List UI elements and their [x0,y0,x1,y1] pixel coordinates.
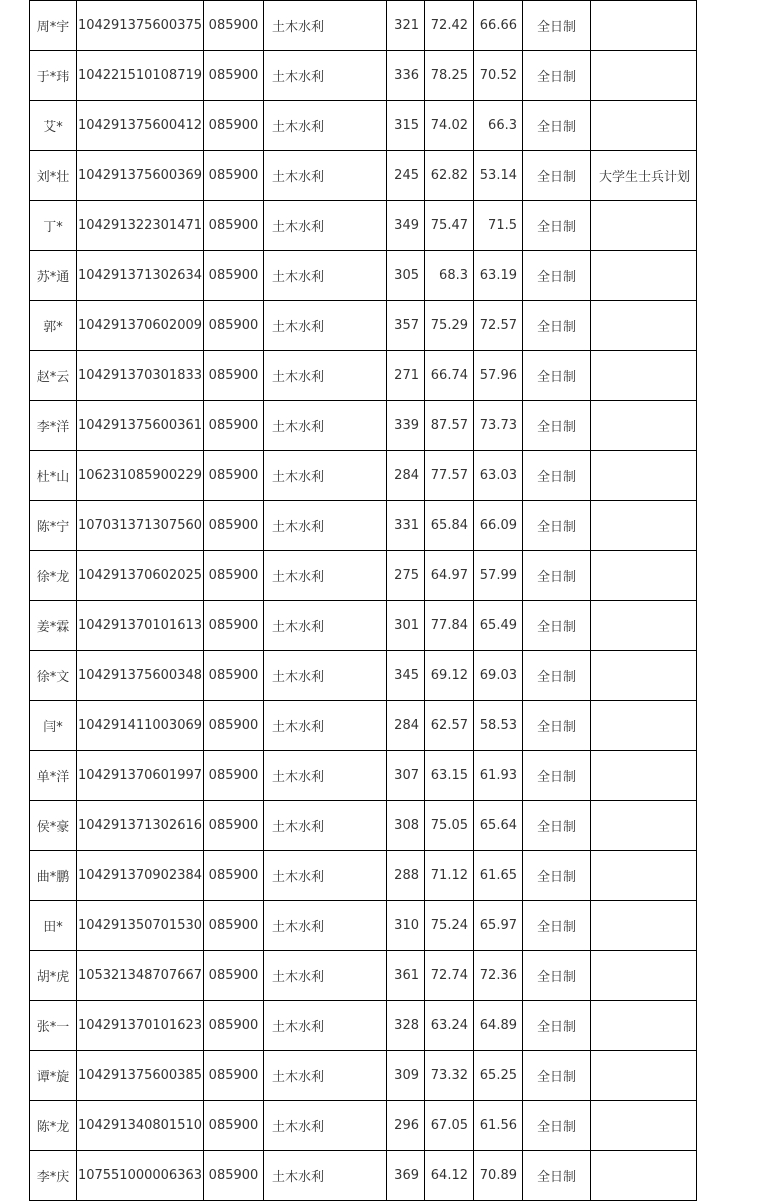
total-score-cell: 66.09 [474,501,523,551]
study-mode-cell: 全日制 [523,751,591,801]
major-code-cell: 085900 [204,751,264,801]
major-code-cell: 085900 [204,1,264,51]
major-code-cell: 085900 [204,101,264,151]
major-name-cell: 土木水利 [264,101,387,151]
student-name-cell: 陈*龙 [30,1101,77,1151]
table-row [30,501,697,551]
note-cell [591,1151,697,1201]
major-name-cell: 土木水利 [264,1101,387,1151]
total-score-cell: 63.19 [474,251,523,301]
exam-id-cell: 104291375600369 [77,151,204,201]
study-mode-cell: 全日制 [523,501,591,551]
initial-score-cell: 331 [387,501,425,551]
major-name-cell: 土木水利 [264,551,387,601]
major-code-cell: 085900 [204,1101,264,1151]
total-score-cell: 65.49 [474,601,523,651]
student-name-cell: 艾* [30,101,77,151]
total-score-cell: 72.57 [474,301,523,351]
total-score-cell: 57.96 [474,351,523,401]
major-code-cell: 085900 [204,701,264,751]
initial-score-cell: 275 [387,551,425,601]
exam-id-cell: 106231085900229 [77,451,204,501]
student-name-cell: 陈*宁 [30,501,77,551]
total-score-cell: 71.5 [474,201,523,251]
student-name-cell: 刘*壮 [30,151,77,201]
major-name-cell: 土木水利 [264,501,387,551]
table-row [30,1051,697,1101]
table-row [30,51,697,101]
note-cell [591,101,697,151]
retest-score-cell: 73.32 [425,1051,474,1101]
student-name-cell: 徐*文 [30,651,77,701]
note-cell [591,801,697,851]
major-name-cell: 土木水利 [264,1,387,51]
initial-score-cell: 305 [387,251,425,301]
exam-id-cell: 104221510108719 [77,51,204,101]
study-mode-cell: 全日制 [523,401,591,451]
major-name-cell: 土木水利 [264,951,387,1001]
retest-score-cell: 72.74 [425,951,474,1001]
initial-score-cell: 301 [387,601,425,651]
exam-id-cell: 104291370902384 [77,851,204,901]
study-mode-cell: 全日制 [523,301,591,351]
major-code-cell: 085900 [204,901,264,951]
exam-id-cell: 104291370602009 [77,301,204,351]
initial-score-cell: 361 [387,951,425,1001]
exam-id-cell: 104291370101623 [77,1001,204,1051]
major-code-cell: 085900 [204,301,264,351]
major-name-cell: 土木水利 [264,601,387,651]
major-name-cell: 土木水利 [264,301,387,351]
student-name-cell: 苏*通 [30,251,77,301]
retest-score-cell: 72.42 [425,1,474,51]
major-name-cell: 土木水利 [264,401,387,451]
retest-score-cell: 75.05 [425,801,474,851]
student-name-cell: 李*庆 [30,1151,77,1201]
table-row [30,801,697,851]
student-name-cell: 田* [30,901,77,951]
retest-score-cell: 62.82 [425,151,474,201]
exam-id-cell: 104291411003069 [77,701,204,751]
table-row [30,551,697,601]
note-cell [591,751,697,801]
initial-score-cell: 296 [387,1101,425,1151]
exam-id-cell: 104291340801510 [77,1101,204,1151]
student-name-cell: 谭*旋 [30,1051,77,1101]
table-row [30,701,697,751]
retest-score-cell: 75.24 [425,901,474,951]
student-name-cell: 李*洋 [30,401,77,451]
exam-id-cell: 104291375600412 [77,101,204,151]
exam-id-cell: 104291370602025 [77,551,204,601]
major-name-cell: 土木水利 [264,851,387,901]
student-name-cell: 姜*霖 [30,601,77,651]
total-score-cell: 53.14 [474,151,523,201]
major-name-cell: 土木水利 [264,1051,387,1101]
student-name-cell: 于*玮 [30,51,77,101]
major-name-cell: 土木水利 [264,801,387,851]
table-row [30,201,697,251]
study-mode-cell: 全日制 [523,801,591,851]
major-code-cell: 085900 [204,951,264,1001]
major-code-cell: 085900 [204,401,264,451]
retest-score-cell: 71.12 [425,851,474,901]
total-score-cell: 65.25 [474,1051,523,1101]
exam-id-cell: 104291375600385 [77,1051,204,1101]
major-code-cell: 085900 [204,201,264,251]
study-mode-cell: 全日制 [523,701,591,751]
exam-id-cell: 104291350701530 [77,901,204,951]
note-cell [591,551,697,601]
initial-score-cell: 357 [387,301,425,351]
study-mode-cell: 全日制 [523,1051,591,1101]
table-row [30,951,697,1001]
initial-score-cell: 284 [387,451,425,501]
note-cell [591,201,697,251]
retest-score-cell: 64.12 [425,1151,474,1201]
note-cell [591,951,697,1001]
total-score-cell: 63.03 [474,451,523,501]
retest-score-cell: 65.84 [425,501,474,551]
exam-id-cell: 104291375600361 [77,401,204,451]
table-row [30,351,697,401]
initial-score-cell: 315 [387,101,425,151]
exam-id-cell: 105321348707667 [77,951,204,1001]
table-row [30,1001,697,1051]
total-score-cell: 61.65 [474,851,523,901]
student-name-cell: 郭* [30,301,77,351]
study-mode-cell: 全日制 [523,151,591,201]
major-name-cell: 土木水利 [264,701,387,751]
note-cell [591,701,697,751]
major-code-cell: 085900 [204,51,264,101]
total-score-cell: 70.52 [474,51,523,101]
note-cell [591,1001,697,1051]
study-mode-cell: 全日制 [523,1,591,51]
total-score-cell: 64.89 [474,1001,523,1051]
initial-score-cell: 308 [387,801,425,851]
major-code-cell: 085900 [204,801,264,851]
exam-id-cell: 104291322301471 [77,201,204,251]
major-name-cell: 土木水利 [264,201,387,251]
total-score-cell: 70.89 [474,1151,523,1201]
retest-score-cell: 67.05 [425,1101,474,1151]
major-code-cell: 085900 [204,851,264,901]
admission-table-container [29,0,697,1201]
exam-id-cell: 104291375600375 [77,1,204,51]
total-score-cell: 65.64 [474,801,523,851]
table-row [30,401,697,451]
major-code-cell: 085900 [204,1151,264,1201]
note-cell [591,51,697,101]
exam-id-cell: 107031371307560 [77,501,204,551]
exam-id-cell: 104291370301833 [77,351,204,401]
retest-score-cell: 75.29 [425,301,474,351]
table-row [30,851,697,901]
retest-score-cell: 69.12 [425,651,474,701]
student-name-cell: 张*一 [30,1001,77,1051]
retest-score-cell: 63.15 [425,751,474,801]
major-code-cell: 085900 [204,501,264,551]
table-row [30,651,697,701]
exam-id-cell: 107551000006363 [77,1151,204,1201]
retest-score-cell: 64.97 [425,551,474,601]
retest-score-cell: 78.25 [425,51,474,101]
initial-score-cell: 284 [387,701,425,751]
retest-score-cell: 75.47 [425,201,474,251]
major-code-cell: 085900 [204,551,264,601]
study-mode-cell: 全日制 [523,351,591,401]
table-row [30,1,697,51]
major-name-cell: 土木水利 [264,51,387,101]
initial-score-cell: 345 [387,651,425,701]
note-cell [591,651,697,701]
note-cell [591,401,697,451]
study-mode-cell: 全日制 [523,551,591,601]
total-score-cell: 61.93 [474,751,523,801]
total-score-cell: 72.36 [474,951,523,1001]
study-mode-cell: 全日制 [523,201,591,251]
study-mode-cell: 全日制 [523,1001,591,1051]
total-score-cell: 61.56 [474,1101,523,1151]
retest-score-cell: 77.84 [425,601,474,651]
major-code-cell: 085900 [204,451,264,501]
initial-score-cell: 288 [387,851,425,901]
note-cell [591,851,697,901]
student-name-cell: 徐*龙 [30,551,77,601]
note-cell [591,351,697,401]
table-row [30,751,697,801]
initial-score-cell: 336 [387,51,425,101]
major-code-cell: 085900 [204,651,264,701]
study-mode-cell: 全日制 [523,101,591,151]
study-mode-cell: 全日制 [523,1151,591,1201]
major-code-cell: 085900 [204,1051,264,1101]
initial-score-cell: 339 [387,401,425,451]
study-mode-cell: 全日制 [523,951,591,1001]
initial-score-cell: 309 [387,1051,425,1101]
retest-score-cell: 74.02 [425,101,474,151]
note-cell [591,601,697,651]
retest-score-cell: 87.57 [425,401,474,451]
note-cell [591,1,697,51]
major-name-cell: 土木水利 [264,151,387,201]
major-name-cell: 土木水利 [264,351,387,401]
total-score-cell: 66.66 [474,1,523,51]
table-row [30,901,697,951]
initial-score-cell: 245 [387,151,425,201]
exam-id-cell: 104291371302616 [77,801,204,851]
initial-score-cell: 271 [387,351,425,401]
study-mode-cell: 全日制 [523,451,591,501]
student-name-cell: 周*宇 [30,1,77,51]
student-name-cell: 丁* [30,201,77,251]
major-code-cell: 085900 [204,251,264,301]
student-name-cell: 曲*鹏 [30,851,77,901]
retest-score-cell: 77.57 [425,451,474,501]
total-score-cell: 69.03 [474,651,523,701]
table-row [30,1101,697,1151]
table-row [30,251,697,301]
major-code-cell: 085900 [204,351,264,401]
initial-score-cell: 349 [387,201,425,251]
study-mode-cell: 全日制 [523,901,591,951]
table-row [30,101,697,151]
student-name-cell: 侯*豪 [30,801,77,851]
table-row [30,451,697,501]
note-cell [591,901,697,951]
exam-id-cell: 104291370601997 [77,751,204,801]
admission-list-table [29,0,697,1201]
study-mode-cell: 全日制 [523,601,591,651]
initial-score-cell: 307 [387,751,425,801]
retest-score-cell: 63.24 [425,1001,474,1051]
note-cell [591,1051,697,1101]
major-name-cell: 土木水利 [264,901,387,951]
study-mode-cell: 全日制 [523,51,591,101]
table-row [30,1151,697,1201]
retest-score-cell: 62.57 [425,701,474,751]
study-mode-cell: 全日制 [523,651,591,701]
note-cell [591,251,697,301]
major-name-cell: 土木水利 [264,251,387,301]
student-name-cell: 闫* [30,701,77,751]
student-name-cell: 胡*虎 [30,951,77,1001]
major-name-cell: 土木水利 [264,451,387,501]
total-score-cell: 58.53 [474,701,523,751]
initial-score-cell: 328 [387,1001,425,1051]
note-cell [591,501,697,551]
note-cell [591,451,697,501]
initial-score-cell: 310 [387,901,425,951]
note-cell: 大学生士兵计划 [591,151,697,201]
major-name-cell: 土木水利 [264,1001,387,1051]
major-name-cell: 土木水利 [264,1151,387,1201]
table-row [30,301,697,351]
total-score-cell: 65.97 [474,901,523,951]
study-mode-cell: 全日制 [523,851,591,901]
major-name-cell: 土木水利 [264,651,387,701]
initial-score-cell: 369 [387,1151,425,1201]
student-name-cell: 杜*山 [30,451,77,501]
exam-id-cell: 104291371302634 [77,251,204,301]
exam-id-cell: 104291375600348 [77,651,204,701]
note-cell [591,301,697,351]
student-name-cell: 单*洋 [30,751,77,801]
student-name-cell: 赵*云 [30,351,77,401]
study-mode-cell: 全日制 [523,1101,591,1151]
table-row [30,151,697,201]
major-code-cell: 085900 [204,151,264,201]
total-score-cell: 73.73 [474,401,523,451]
major-name-cell: 土木水利 [264,751,387,801]
exam-id-cell: 104291370101613 [77,601,204,651]
total-score-cell: 57.99 [474,551,523,601]
table-row [30,601,697,651]
initial-score-cell: 321 [387,1,425,51]
major-code-cell: 085900 [204,1001,264,1051]
retest-score-cell: 68.3 [425,251,474,301]
retest-score-cell: 66.74 [425,351,474,401]
study-mode-cell: 全日制 [523,251,591,301]
major-code-cell: 085900 [204,601,264,651]
note-cell [591,1101,697,1151]
table-body [30,1,697,1201]
total-score-cell: 66.3 [474,101,523,151]
